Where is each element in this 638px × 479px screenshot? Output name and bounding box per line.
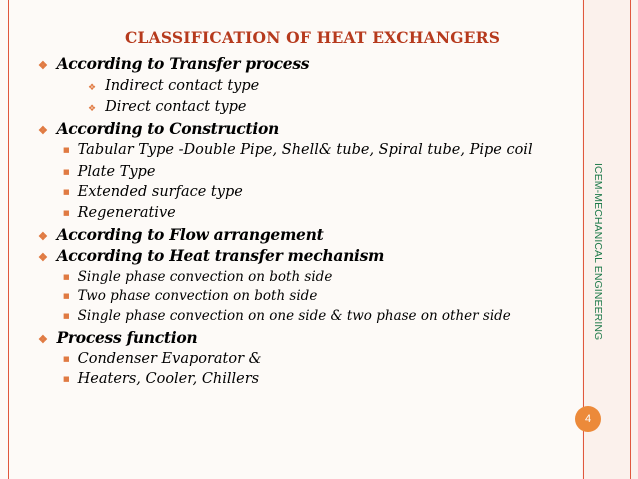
side-label: ICEM-MECHANICAL ENGINEERING (592, 163, 604, 341)
square-bullet-icon: ■ (63, 375, 70, 383)
list-item: ❖ Direct contact type (88, 99, 247, 115)
list-item: ■ Plate Type (63, 164, 156, 180)
list-item: ❖ According to Flow arrangement (38, 225, 324, 244)
square-bullet-icon: ■ (63, 188, 70, 196)
page-number-badge: 4 (575, 406, 601, 432)
far-right-border-line (630, 0, 631, 479)
list-item: ❖ According to Heat transfer mechanism (38, 246, 385, 265)
list-item: ■ Two phase convection on both side (63, 288, 318, 304)
list-item: ■ Single phase convection on both side (63, 269, 333, 285)
list-item: ■ Regenerative (63, 205, 176, 221)
list-item: ■ Tabular Type -Double Pipe, Shell& tube, Spiral tube, Pipe coil (63, 142, 533, 158)
square-bullet-icon: ■ (63, 292, 70, 300)
diamond-bullet-icon: ❖ (38, 251, 48, 264)
list-item: ■ Single phase convection on one side & two phase on other side (63, 308, 511, 324)
list-item: ■ Condenser Evaporator & (63, 351, 262, 367)
square-bullet-icon: ■ (63, 312, 70, 320)
diamond-bullet-icon: ❖ (38, 124, 48, 137)
square-bullet-icon: ■ (63, 168, 70, 176)
diamond-bullet-icon: ❖ (38, 59, 48, 72)
list-item: ■ Extended surface type (63, 184, 243, 200)
slide-title: CLASSIFICATION OF HEAT EXCHANGERS (125, 28, 501, 47)
square-bullet-icon: ■ (63, 355, 70, 363)
square-bullet-icon: ■ (63, 146, 70, 154)
list-item: ❖ According to Construction (38, 119, 279, 138)
list-item: ❖ Indirect contact type (88, 78, 260, 94)
diamond-bullet-icon: ❖ (38, 333, 48, 346)
diamond-bullet-icon: ❖ (38, 230, 48, 243)
list-item: ■ Heaters, Cooler, Chillers (63, 371, 260, 387)
list-item: ❖ Process function (38, 328, 198, 347)
square-bullet-icon: ■ (63, 209, 70, 217)
square-bullet-icon: ■ (63, 273, 70, 281)
diamond-bullet-icon: ❖ (88, 104, 97, 114)
list-item: ❖ According to Transfer process (38, 54, 310, 73)
left-border-line (8, 0, 9, 479)
diamond-bullet-icon: ❖ (88, 83, 97, 93)
